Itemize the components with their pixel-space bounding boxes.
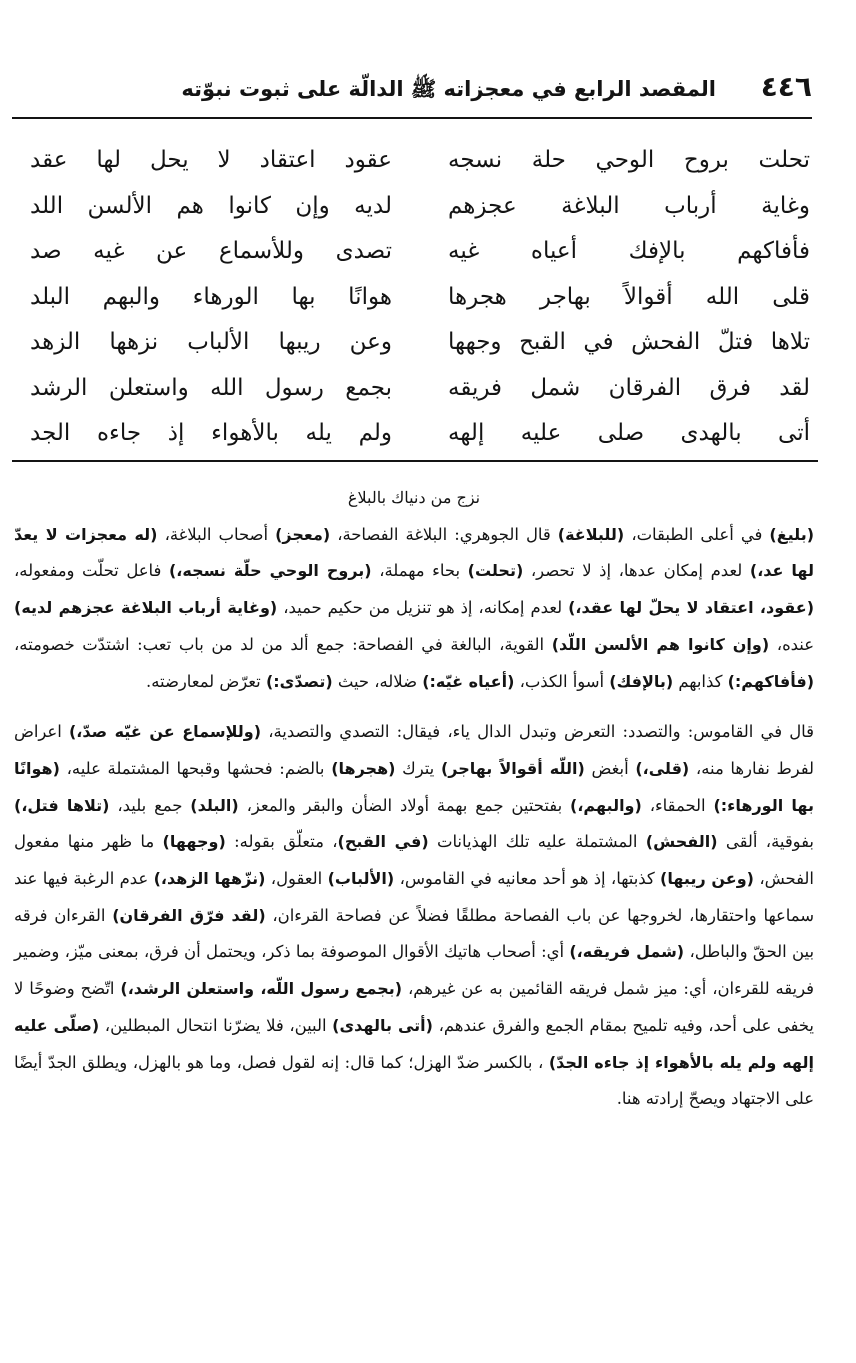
quoted-phrase: (له معجزات لا يعدّ لها عد،)	[14, 524, 814, 581]
running-title: المقصد الرابع في معجزاته ﷺ الدالّة على ثبوت نبوّته	[181, 77, 716, 101]
gloss-text: قال في القاموس: والتصدد: التعرض وتبدل الدال ياء، فيقال: التصدي والتصدية،	[261, 722, 814, 742]
quoted-phrase: (شمل فريقه،)	[569, 942, 685, 962]
gloss-text: بالضم: فحشها وقبحها المشتملة عليه،	[59, 758, 332, 778]
quoted-phrase: (تحلت)	[467, 561, 524, 581]
gloss-text: العقول،	[265, 869, 328, 889]
commentary	[14, 480, 814, 1118]
page-header	[12, 66, 812, 110]
quoted-phrase: (والبهم،)	[570, 795, 642, 815]
verse-first-hemistich: تلاها فتلّ الفحش في القبح وجهها	[448, 329, 810, 355]
quoted-phrase: (الألباب)	[327, 869, 395, 889]
quoted-phrase: (وإن كانوا هم الألسن اللّد)	[551, 634, 770, 654]
gloss-text: أبغض	[584, 758, 636, 778]
verse-second-hemistich: بجمع رسول الله واستعلن الرشد	[30, 374, 392, 401]
verse-first-hemistich: أتى بالهدى صلى عليه إلهه	[448, 420, 810, 446]
quoted-phrase: (فأفاكهم:)	[727, 671, 814, 691]
quoted-phrase: (بالإفك)	[609, 671, 674, 691]
gloss-text: اعراض لفرط نفارها منه،	[14, 722, 814, 778]
quoted-phrase: (هجرها)	[331, 758, 396, 778]
gloss-text: ، بالكسر ضدّ الهزل؛ كما قال: إنه لقول فصل، وما هو بالهزل، ويطلق الجدّ أيضًا على الاجتهاد ويصحّ إرادته هنا.	[14, 1052, 814, 1109]
gloss-text: أسوأ الكذب،	[514, 671, 610, 691]
verse-7	[30, 411, 810, 457]
verse-first-hemistich: لقد فرق الفرقان شمل فريقه	[448, 374, 810, 401]
verse-first-hemistich: وغاية أرباب البلاغة عجزهم	[448, 192, 810, 219]
quoted-phrase: (البلد)	[190, 795, 239, 815]
quoted-phrase: (عقود، اعتقاد لا يحلّ لها عقد،)	[568, 598, 815, 618]
gloss-text: ، متعلّق بقوله:	[225, 832, 338, 852]
quoted-phrase: (لقد فرّق الفرقان)	[112, 905, 266, 925]
verse-first-hemistich: قلى الله أقوالاً بهاجر هجرها	[448, 283, 810, 310]
gloss-text: كذابهم	[673, 671, 728, 691]
verse-first-hemistich: فأفاكهم بالإفك أعياه غيه	[448, 238, 810, 264]
quoted-phrase: (بروح الوحي حلّة نسجه،)	[168, 561, 372, 581]
verse-second-hemistich: ولم يله بالأهواء إذ جاءه الجد	[30, 420, 392, 446]
gloss-text: أصحاب البلاغة،	[157, 524, 276, 544]
gloss-text: أي: أصحاب هاتيك الأقوال الموصوفة بما ذكر، ويحتمل أن فرق، بمعنى ميّز، وضمير فريقه للقرءان، أي: ميز شمل فريقه القائمين به عن غيرهم،	[14, 942, 814, 999]
gloss-text: جمع بليد،	[109, 795, 191, 815]
verse-1	[30, 138, 810, 184]
gloss-text: القوية، البالغة في الفصاحة: جمع ألد من لد من باب تعب: اشتدّت خصومته،	[14, 634, 552, 654]
quoted-phrase: (صلّى عليه إلهه ولم يله بالأهواء إذ جاءه الجدّ)	[14, 1015, 814, 1072]
quoted-phrase: (تصدّى:)	[265, 671, 333, 691]
gloss-text: القرءان فرقه بين الحقّ والباطل،	[14, 905, 815, 962]
gloss-text: عدم الرغبة فيها عند سماعها واحتقارها، لخروجها عن باب الفصاحة مطلقًا فضلاً عن فصاحة القرءان،	[14, 869, 814, 925]
quoted-phrase: (نزّهها الزهد،)	[153, 869, 266, 889]
section-rule	[12, 460, 818, 462]
gloss-text: عنده،	[769, 634, 815, 654]
gloss-text: يترك	[395, 758, 441, 778]
gloss-text: الحمقاء،	[641, 795, 714, 815]
quoted-phrase: (تلاها فتل،)	[14, 795, 110, 815]
quoted-phrase: (أعياه غيّه:)	[422, 671, 515, 691]
gloss-text: كذبتها، إذ هو أحد معانيه في القاموس،	[394, 869, 661, 889]
verse-2	[30, 184, 810, 230]
verse-second-hemistich: تصدى وللأسماع عن غيه صد	[30, 238, 392, 264]
gloss-text: بحاء مهملة،	[371, 561, 468, 581]
quoted-phrase: (أتى بالهدى)	[332, 1015, 433, 1035]
gloss-text: قال الجوهري: البلاغة الفصاحة،	[330, 524, 558, 544]
gloss-text: لعدم إمكانه، إذ هو تنزيل من حكيم حميد،	[277, 598, 569, 618]
gloss-text: ما ظهر منها مفعول الفحش،	[14, 832, 814, 889]
quoted-phrase: (بجمع رسول اللّه، واستعلن الرشد،)	[120, 979, 403, 999]
quoted-phrase: (في القبح)	[337, 832, 429, 852]
verse-3	[30, 229, 810, 275]
gloss-text: في أعلى الطبقات،	[624, 524, 770, 544]
quoted-phrase: (هوانًا بها الورهاء:)	[14, 758, 814, 815]
page-number: ٤٤٦	[760, 70, 812, 103]
quoted-phrase: (بليغ)	[769, 524, 815, 544]
verse-second-hemistich: هوانًا بها الورهاء والبهم البلد	[30, 283, 392, 310]
verse-second-hemistich: عقود اعتقاد لا يحل لها عقد	[30, 147, 392, 173]
gloss-text: المشتملة عليه تلك الهذيانات	[428, 832, 646, 852]
poem	[30, 138, 810, 457]
verse-5	[30, 320, 810, 366]
verse-first-hemistich: تحلت بروح الوحي حلة نسجه	[448, 147, 810, 173]
quoted-phrase: (للبلاغة)	[557, 524, 625, 544]
quoted-phrase: (اللّه أقوالاً بهاجر)	[440, 758, 585, 778]
commentary-paragraph	[14, 714, 814, 1118]
quoted-phrase: (قلى،)	[635, 758, 690, 778]
verse-6	[30, 366, 810, 412]
quoted-phrase: (الفحش)	[645, 832, 718, 852]
gloss-text: اتّضح وضوحًا لا يخفى على أحد، وفيه تلميح بمقام الجمع والفرق عندهم،	[14, 979, 814, 1035]
quoted-phrase: (وللإسماع عن غيّه صدّ،)	[68, 722, 262, 742]
quoted-phrase: (معجز)	[275, 524, 331, 544]
commentary-paragraph	[14, 517, 814, 701]
gloss-text: تعرّض لمعارضته.	[146, 671, 266, 691]
header-rule	[12, 117, 812, 119]
gloss-text: لعدم إمكان عدها، إذ لا تحصر،	[523, 561, 750, 581]
meter-line: نزج من دنياك بالبلاغ	[347, 488, 481, 507]
quoted-phrase: (وعن ريبها)	[660, 869, 754, 889]
quoted-phrase: (وجهها)	[162, 832, 226, 852]
quoted-phrase: (وغاية أرباب البلاغة عجزهم لديه)	[14, 598, 278, 618]
gloss-text: فاعل تحلّت ومفعوله،	[14, 561, 169, 581]
gloss-text: ضلاله، حيث	[332, 671, 423, 691]
gloss-text: بفتحتين جمع بهمة أولاد الضأن والبقر والمعز،	[238, 795, 571, 815]
gloss-text: البين، فلا يضرّنا انتحال المبطلين،	[99, 1015, 333, 1035]
gloss-text: بفوقية، ألقى	[717, 832, 814, 852]
verse-second-hemistich: لديه وإن كانوا هم الألسن اللد	[30, 192, 392, 219]
verse-second-hemistich: وعن ريبها الألباب نزهها الزهد	[30, 329, 392, 355]
verse-4	[30, 275, 810, 321]
